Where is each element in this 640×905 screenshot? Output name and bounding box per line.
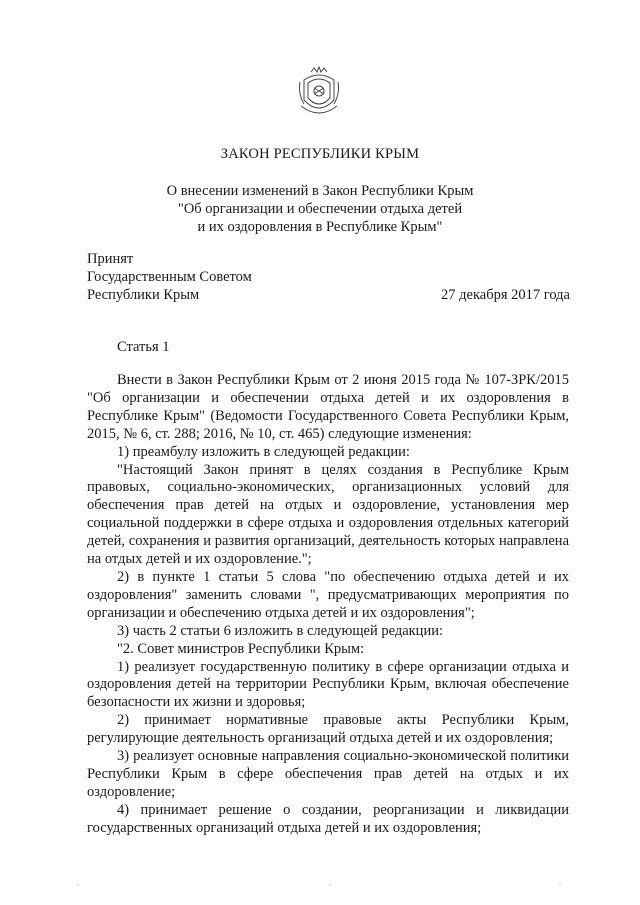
scan-marks (0, 884, 640, 886)
document-subtitle (0, 182, 640, 236)
paragraph: 3) реализует основные направления социально-экономической политики Республики Крым в сфере обеспечения прав детей на отдых и их оздоровление; (87, 748, 569, 800)
adoption-date: 27 декабря 2017 года (441, 287, 570, 303)
document-title: ЗАКОН РЕСПУБЛИКИ КРЫМ (220, 146, 420, 162)
paragraph: 4) принимает решение о создании, реорганизации и ликвидации государственных организаций отдыха детей и их оздоровления; (87, 801, 569, 836)
paragraph: 1) преамбулу изложить в следующей редакции: (117, 443, 410, 460)
adoption-line: Республики Крым (87, 287, 200, 303)
adoption-line: Государственным Советом (87, 269, 252, 285)
paragraph: "2. Совет министров Республики Крым: (117, 640, 365, 657)
subtitle-line: "Об организации и обеспечении отдыха детей (177, 201, 463, 217)
paragraph: "Настоящий Закон принят в целях создания в Республике Крым правовых, социально-экономических, организационных условий для обеспечения прав детей на отдых и оздоровление, установления мер социальной поддержки в сфере отдыха и оздоровления отдельных категорий детей, сохранения и развития организаций, деятельность которых направлена на отдых детей и их оздоровление."; (87, 461, 569, 568)
subtitle-line: О внесении изменений в Закон Республики Крым (166, 183, 474, 199)
paragraph: 2) принимает нормативные правовые акты Республики Крым, регулирующие деятельность организаций отдыха детей и их оздоровления; (87, 712, 569, 747)
crimea-coat-of-arms-icon (296, 66, 342, 120)
adoption-line: Принят (87, 251, 134, 267)
paragraph: Внести в Закон Республики Крым от 2 июня 2015 года № 107-ЗРК/2015 "Об организации и обеспечении отдыха детей и их оздоровления в Республике Крым" (Ведомости Государственного Совета Республики Крым, 2015, № 6, ст. 288; 2016, № 10, ст. 465) следующие изменения: (87, 372, 569, 442)
paragraph: 1) реализует государственную политику в сфере организации отдыха и оздоровления детей на территории Республики Крым, включая обеспечение безопасности их жизни и здоровья; (87, 658, 569, 711)
paragraph: 3) часть 2 статьи 6 изложить в следующей редакции: (117, 622, 443, 639)
subtitle-line: и их оздоровления в Республике Крым" (197, 219, 443, 235)
adoption-block (87, 250, 252, 304)
article-body (87, 372, 569, 838)
paragraph: 2) в пункте 1 статьи 5 слова "по обеспечению отдыха детей и их оздоровления" заменить словами ", предусматривающих мероприятия по организации и обеспечению отдыха детей и их оздоровления"; (87, 568, 569, 621)
article-heading: Статья 1 (117, 339, 170, 355)
